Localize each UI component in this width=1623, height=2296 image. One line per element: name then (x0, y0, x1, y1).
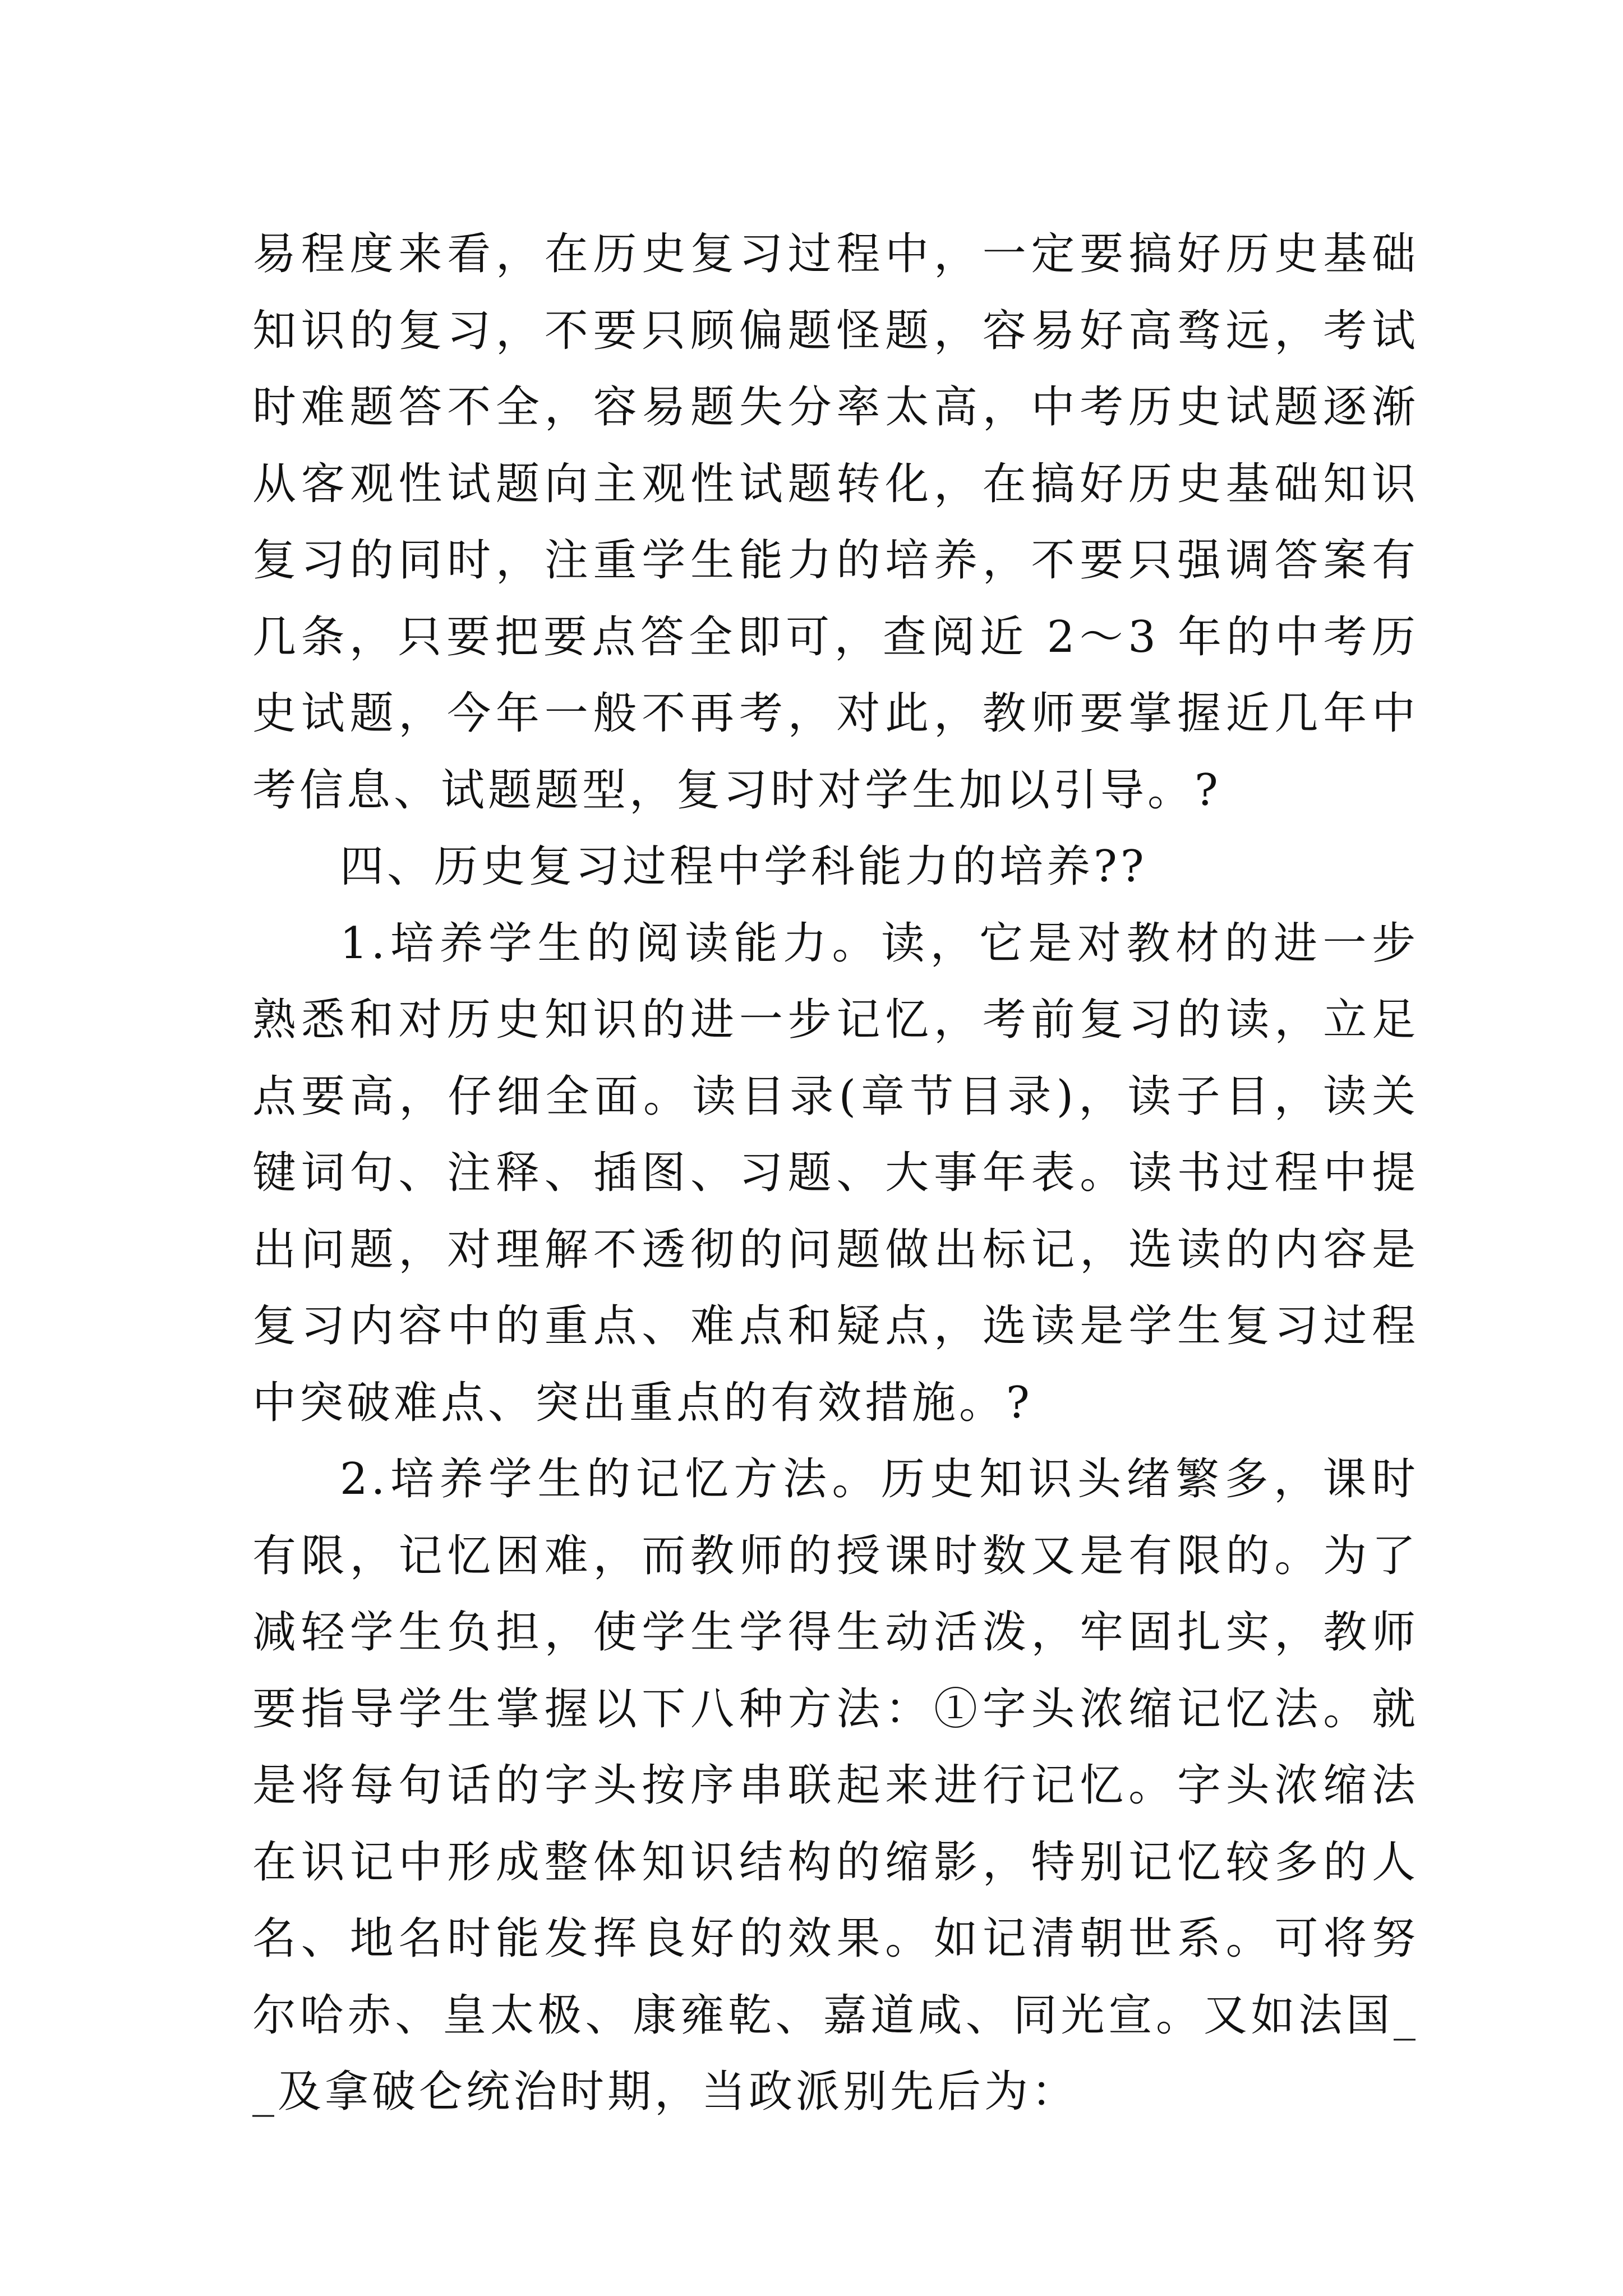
document-body (252, 216, 1419, 2131)
paragraph-1: 易程度来看，在历史复习过程中，一定要搞好历史基础知识的复习，不要只顾偏题怪题，容易好高骛远，考试时难题答不全，容易题失分率太高，中考历史试题逐渐从客观性试题向主观性试题转化，在搞好历史基础知识复习的同时，注重学生能力的培养，不要只强调答案有几条，只要把要点答全即可，查阅近 2～3 年的中考历史试题，今年一般不再考，对此，教师要掌握近几年中考信息、试题题型，复习时对学生加以引导。? (252, 229, 1419, 816)
paragraph-memory-methods: 2.培养学生的记忆方法。历史知识头绪繁多，课时有限，记忆困难，而教师的授课时数又是有限的。为了减轻学生负担，使学生学得生动活泼，牢固扎实，教师要指导学生掌握以下八种方法：①字头浓缩记忆法。就是将每句话的字头按序串联起来进行记忆。字头浓缩法在识记中形成整体知识结构的缩影，特别记忆较多的人名、地名时能发挥良好的效果。如记清朝世系。可将努尔哈赤、皇太极、康雍乾、嘉道咸、同光宣。又如法国__及拿破仑统治时期，当政派别先后为： (252, 1454, 1419, 2117)
paragraph-reading-ability: 1.培养学生的阅读能力。读，它是对教材的进一步熟悉和对历史知识的进一步记忆，考前复习的读，立足点要高，仔细全面。读目录(章节目录)，读子目，读关键词句、注释、插图、习题、大事年表。读书过程中提出问题，对理解不透彻的问题做出标记，选读的内容是复习内容中的重点、难点和疑点，选读是学生复习过程中突破难点、突出重点的有效措施。? (252, 918, 1419, 1428)
section-heading-4: 四、历史复习过程中学科能力的培养?? (340, 841, 1147, 892)
